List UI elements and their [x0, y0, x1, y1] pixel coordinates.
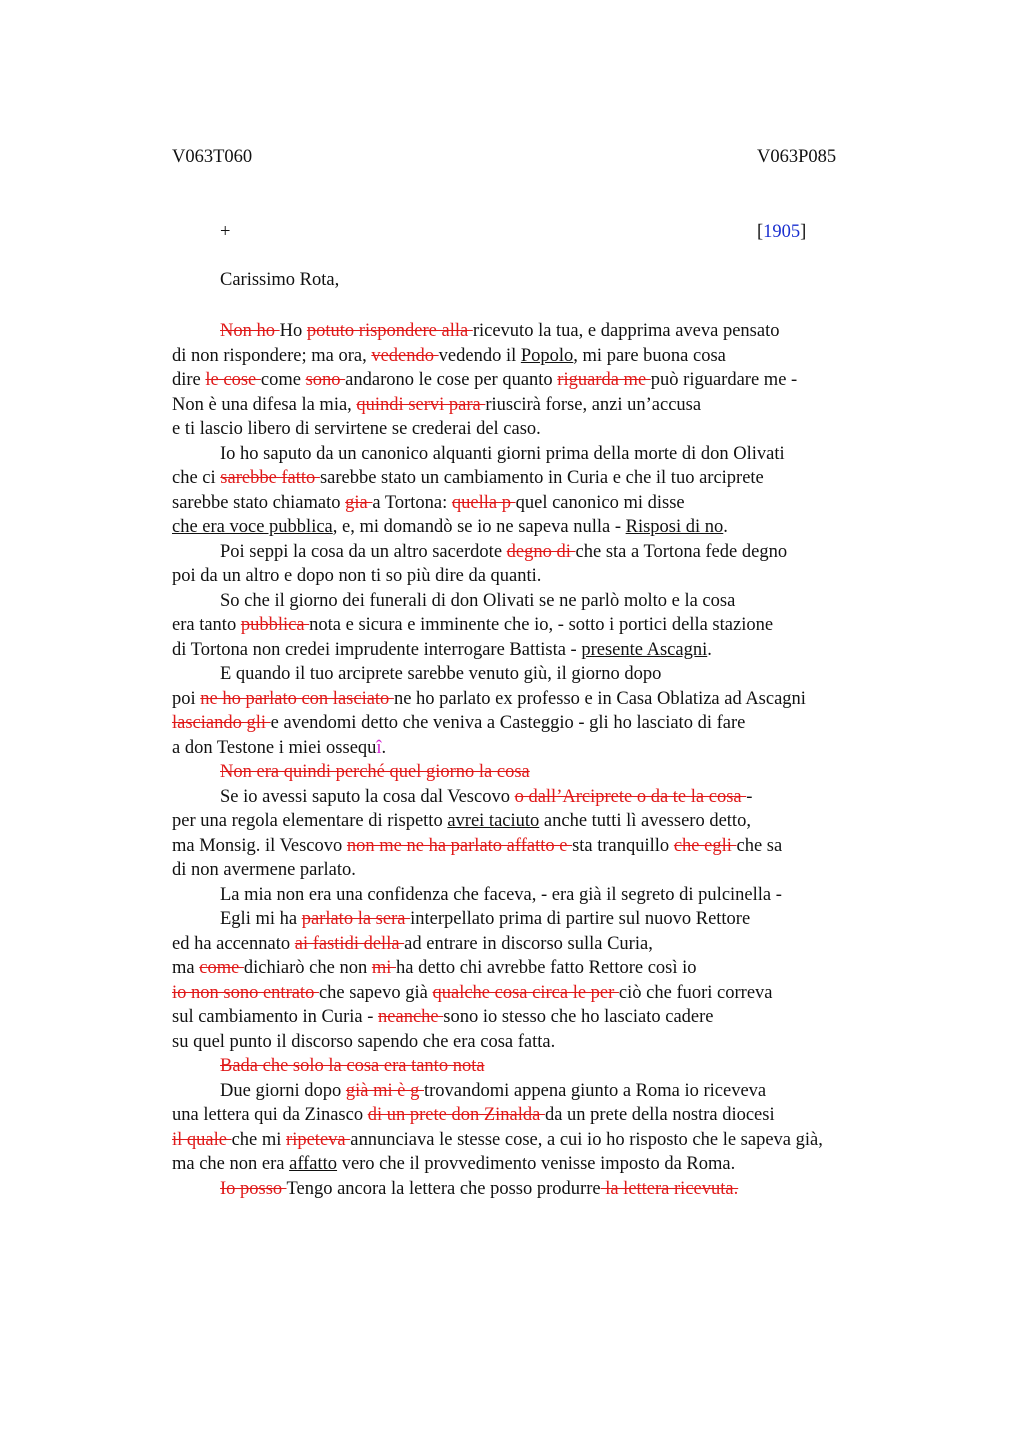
text-segment: So che il giorno dei funerali di don Olivati se ne parlò molto e la cosa — [220, 590, 736, 611]
text-segment: che sapevo già — [318, 982, 433, 1003]
text-line — [172, 442, 932, 467]
text-segment: trovandomi appena giunto a Roma io riceveva — [423, 1080, 767, 1101]
deleted-text: ai fastidi della — [294, 933, 405, 954]
deleted-text: Non era quindi perché quel giorno la cosa — [220, 762, 530, 782]
text-segment: E quando il tuo arciprete sarebbe venuto giù, il giorno dopo — [220, 664, 662, 684]
text-line — [172, 1054, 932, 1079]
text-segment: da un prete della nostra diocesi — [544, 1105, 775, 1125]
deleted-text: pubblica — [240, 615, 310, 635]
text-segment: come — [260, 370, 306, 390]
text-segment: e ti lascio libero di servirtene se crederai del caso. — [172, 419, 541, 439]
text-segment: sono io stesso che ho lasciato cadere — [443, 1007, 714, 1027]
text-segment: Io ho saputo da un canonico alquanti giorni prima della morte di don Olivati — [220, 443, 785, 464]
text-line — [172, 809, 932, 834]
text-segment: e avendomi detto che veniva a Casteggio - gli ho lasciato di fare — [270, 713, 746, 733]
text-segment: andarono le cose per quanto — [345, 370, 558, 390]
text-segment: riuscirà forse, anzi un’accusa — [485, 394, 702, 415]
text-segment: di Tortona non credei imprudente interrogare Battista - — [172, 639, 582, 660]
greeting: Carissimo Rota, — [220, 270, 340, 290]
text-segment: ma — [172, 958, 200, 978]
deleted-text: la lettera ricevuta. — [600, 1178, 739, 1199]
date-bracket — [757, 222, 806, 243]
text-segment: che sta a Tortona fede degno — [575, 541, 788, 562]
text-line — [172, 907, 932, 932]
text-segment: vedendo il — [438, 345, 521, 366]
text-line — [172, 1177, 932, 1202]
text-line — [172, 932, 932, 957]
text-segment: Due giorni dopo — [220, 1080, 346, 1101]
text-segment: su quel punto il discorso sapendo che era cosa fatta. — [172, 1031, 556, 1052]
text-segment: ciò che fuori correva — [618, 982, 773, 1003]
marked-character: î — [376, 737, 382, 758]
text-segment: poi — [172, 688, 201, 709]
text-line — [172, 1030, 932, 1055]
text-segment: che ci — [172, 468, 221, 488]
text-segment: interpellato prima di partire sul nuovo Rettore — [410, 909, 751, 929]
text-segment: , mi pare buona cosa — [573, 345, 726, 366]
text-segment: per una regola elementare di rispetto — [172, 811, 448, 831]
deleted-text: di un prete don Zinalda — [367, 1105, 545, 1125]
text-segment: ne ho parlato ex professo e in Casa Oblatiza ad Ascagni — [393, 688, 806, 709]
text-segment: - — [746, 786, 753, 807]
deleted-text: non me ne ha parlato affatto e — [346, 835, 573, 856]
text-segment: sul cambiamento in Curia - — [172, 1007, 379, 1027]
text-segment: sarebbe stato chiamato — [172, 492, 346, 513]
deleted-text: Bada che solo la cosa era tanto nota — [220, 1056, 485, 1076]
underlined-text: Risposi di no — [625, 517, 724, 537]
text-line — [172, 638, 932, 663]
text-segment: , e, mi domandò se io ne sapeva nulla - — [332, 517, 626, 537]
text-segment: Se io avessi saputo la cosa dal Vescovo — [220, 786, 515, 807]
deleted-text: io non sono entrato — [172, 982, 319, 1003]
deleted-text: sarebbe fatto — [220, 468, 320, 488]
text-line — [172, 344, 932, 369]
underlined-text: avrei taciuto — [447, 811, 540, 831]
text-segment: era tanto — [172, 615, 241, 635]
text-segment: anche tutti lì avessero detto, — [539, 811, 751, 831]
deleted-text: potuto rispondere alla — [306, 321, 473, 341]
date-close-bracket: ] — [800, 222, 807, 242]
text-segment: quel canonico mi disse — [515, 492, 685, 513]
text-line — [172, 589, 932, 614]
deleted-text: mi — [371, 958, 396, 978]
text-segment: nota e sicura e imminente che io, - sotto i portici della stazione — [309, 615, 774, 635]
cross-mark: + — [220, 222, 231, 242]
text-segment: ma Monsig. il Vescovo — [172, 835, 347, 856]
underlined-text: presente Ascagni — [581, 639, 708, 660]
deleted-text: qualche cosa circa le per — [432, 982, 619, 1003]
text-line — [172, 417, 932, 442]
date-open-bracket: [ — [757, 222, 764, 242]
deleted-text: quella p — [451, 492, 516, 513]
text-line — [172, 760, 932, 785]
text-line — [172, 981, 932, 1006]
text-line — [172, 491, 932, 516]
text-segment: ma che non era — [172, 1154, 290, 1174]
text-line — [172, 1079, 932, 1104]
text-segment: di non rispondere; ma ora, — [172, 345, 372, 366]
text-segment: sarebbe stato un cambiamento in Curia e che il tuo arciprete — [319, 468, 764, 488]
deleted-text: o dall’Arciprete o da te la cosa — [514, 786, 747, 807]
text-line — [172, 393, 932, 418]
text-line — [172, 858, 932, 883]
text-line — [172, 368, 932, 393]
text-line — [172, 736, 932, 761]
text-segment: Egli mi ha — [220, 909, 302, 929]
text-line — [172, 785, 932, 810]
text-segment: che sa — [736, 835, 783, 856]
text-segment: Poi seppi la cosa da un altro sacerdote — [220, 541, 507, 562]
underlined-text: Popolo — [520, 345, 574, 366]
text-line — [172, 711, 932, 736]
text-segment: Non è una difesa la mia, — [172, 394, 357, 415]
text-line — [172, 466, 932, 491]
deleted-text: degno di — [506, 541, 576, 562]
text-line — [172, 687, 932, 712]
text-line — [172, 319, 932, 344]
text-segment: ed ha accennato — [172, 933, 295, 954]
text-segment: una lettera qui da Zinasco — [172, 1105, 368, 1125]
text-segment: . — [381, 737, 387, 758]
text-segment: . — [723, 517, 728, 537]
text-line — [172, 564, 932, 589]
text-segment: La mia non era una confidenza che faceva, - era già il segreto di pulcinella - — [220, 884, 782, 905]
deleted-text: le cose — [205, 370, 261, 390]
deleted-text: vedendo — [371, 345, 439, 366]
text-segment: poi da un altro e dopo non ti so più dire da quanti. — [172, 566, 542, 586]
text-segment: che mi — [231, 1129, 287, 1150]
text-segment: ricevuto la tua, e dapprima aveva pensato — [472, 321, 780, 341]
text-segment: dichiarò che non — [243, 958, 372, 978]
underlined-text: che era voce pubblica — [172, 517, 333, 537]
deleted-text: ripeteva — [286, 1129, 351, 1150]
deleted-text: Non ho — [220, 321, 280, 341]
letter-body — [172, 319, 932, 1201]
deleted-text: il quale — [172, 1129, 232, 1150]
text-line — [172, 1128, 932, 1153]
text-line — [172, 1152, 932, 1177]
deleted-text: neanche — [378, 1007, 444, 1027]
date-year: 1905 — [763, 222, 801, 242]
deleted-text: lasciando gli — [172, 713, 271, 733]
text-line — [172, 662, 932, 687]
document-code-left: V063T060 — [172, 147, 253, 167]
text-segment: a don Testone i miei ossequ — [172, 737, 377, 758]
deleted-text: Io posso — [220, 1178, 287, 1199]
text-segment: sta tranquillo — [572, 835, 674, 856]
text-line — [172, 834, 932, 859]
deleted-text: ne ho parlato con lasciato — [200, 688, 394, 709]
text-segment: ad entrare in discorso sulla Curia, — [404, 933, 653, 954]
deleted-text: quindi servi para — [356, 394, 486, 415]
document-code-right: V063P085 — [757, 147, 837, 167]
underlined-text: affatto — [289, 1154, 338, 1174]
text-line — [172, 883, 932, 908]
text-segment: Tengo ancora la lettera che posso produrre — [286, 1178, 601, 1199]
text-line — [172, 956, 932, 981]
text-line — [172, 613, 932, 638]
text-segment: a Tortona: — [372, 492, 452, 513]
deleted-text: parlato la sera — [301, 909, 411, 929]
text-segment: può riguardare me - — [650, 370, 798, 390]
deleted-text: gia — [345, 492, 373, 513]
text-line — [172, 540, 932, 565]
text-line — [172, 515, 932, 540]
text-segment: vero che il provvedimento venisse imposto da Roma. — [337, 1154, 736, 1174]
deleted-text: riguarda me — [557, 370, 651, 390]
deleted-text: sono — [305, 370, 346, 390]
text-line — [172, 1103, 932, 1128]
text-segment: annunciava le stesse cose, a cui io ho risposto che le sapeva già, — [350, 1129, 823, 1150]
deleted-text: già mi è g — [345, 1080, 424, 1101]
text-segment: . — [707, 639, 712, 660]
text-segment: ha detto chi avrebbe fatto Rettore così io — [396, 958, 697, 978]
text-segment: Ho — [279, 321, 307, 341]
text-segment: dire — [172, 370, 206, 390]
text-line — [172, 1005, 932, 1030]
deleted-text: come — [199, 958, 244, 978]
deleted-text: che egli — [673, 835, 737, 856]
text-segment: di non avermene parlato. — [172, 860, 356, 880]
